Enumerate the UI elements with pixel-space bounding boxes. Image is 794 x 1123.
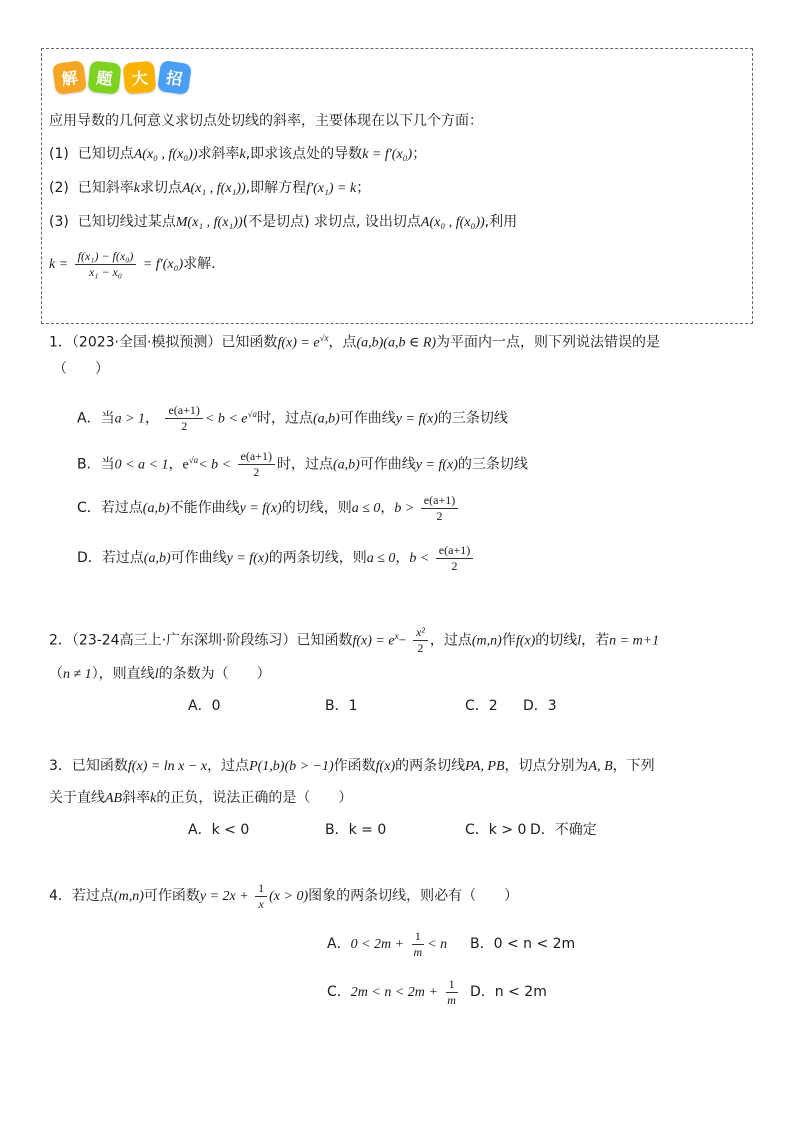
- q2-option-c[interactable]: C．2: [465, 698, 498, 714]
- fraction-denominator: 2: [181, 419, 188, 434]
- item-text: 已知切点: [77, 146, 134, 162]
- q1-text: 1．（2023·全国·模拟预测）已知函数: [49, 334, 278, 351]
- fraction-numerator: e(a+1): [421, 493, 458, 509]
- item-number: (1): [49, 146, 69, 162]
- math-expr: 0 < a < 1: [114, 457, 169, 473]
- option-text: ，: [395, 550, 410, 566]
- q1-paren: （ ）: [53, 361, 109, 377]
- option-text: 可作曲线: [170, 550, 227, 566]
- math-sup: √x: [319, 333, 329, 343]
- math-expr: y = 2x +: [199, 889, 249, 904]
- math-expr: M(x₁ , f(x₁)): [175, 215, 243, 230]
- tips-item-3: [49, 212, 517, 233]
- q2-stem: [49, 620, 659, 658]
- fraction: [238, 449, 275, 480]
- q1-option-b[interactable]: [77, 444, 528, 482]
- math-expr: f′(x₁) = k: [306, 181, 357, 196]
- fraction-denominator: 2: [417, 641, 424, 656]
- math-expr: A, B: [588, 759, 613, 774]
- q2-text: 作: [501, 632, 516, 649]
- badge-2: 题: [87, 60, 121, 94]
- fraction-numerator: 1: [255, 881, 267, 897]
- math-expr: k: [150, 791, 157, 806]
- option-text: 可作曲线: [339, 410, 396, 427]
- math-sup: √a: [247, 409, 257, 419]
- item-text: 求斜率: [197, 146, 240, 162]
- badge-4: 招: [157, 60, 192, 95]
- math-expr: f(x): [375, 759, 396, 774]
- q3-stem-line2: [49, 788, 352, 809]
- math-expr: (m,n): [113, 889, 144, 904]
- fraction: [255, 881, 267, 912]
- math-expr: PA, PB: [465, 759, 505, 774]
- math-expr: (a,b): [332, 457, 360, 473]
- q2-text: 2．（23-24高三上·广东深圳·阶段练习）已知函数: [49, 632, 353, 649]
- math-expr: y = f(x): [395, 411, 438, 427]
- option-text: 可作曲线: [359, 456, 416, 473]
- math-expr: 0 < 2m +: [350, 937, 405, 952]
- q3-text: 斜率: [122, 790, 151, 806]
- q1-text: ，点: [328, 334, 357, 351]
- fraction-denominator: m: [413, 944, 423, 959]
- option-label: C．若过点: [77, 500, 143, 516]
- math-expr: f(x) = ln x − x: [127, 759, 208, 774]
- q3-text: ，过点: [207, 758, 250, 774]
- q3-text: 的两条切线: [395, 758, 466, 774]
- fraction: [411, 929, 426, 960]
- fraction: [436, 543, 473, 574]
- option-text: ，: [145, 410, 160, 427]
- fraction: [165, 403, 202, 434]
- math-expr: < n: [427, 937, 448, 952]
- q3-text: 关于直线: [49, 790, 105, 806]
- fraction-denominator: m: [447, 992, 456, 1007]
- math-sup: √a: [188, 455, 199, 465]
- item-text: ,即解方程: [245, 180, 307, 196]
- option-label: B．当: [77, 456, 115, 473]
- q3-text: 作函数: [333, 758, 376, 774]
- fraction-denominator: x₁ − x₀: [88, 264, 123, 279]
- q4-text: 图象的两条切线，则必有（ ）: [308, 888, 519, 904]
- tips-item-1: [49, 144, 426, 165]
- q2-text: 的条数为（ ）: [158, 666, 271, 682]
- item-text: ；: [356, 180, 371, 196]
- q1-option-c[interactable]: [77, 492, 460, 525]
- math-expr: A(x₀ , f(x₀)): [420, 215, 485, 230]
- q1-text: 为平面内一点，则下列说法错误的是: [436, 334, 661, 351]
- item-text: ；: [412, 146, 427, 162]
- math-expr: a > 1: [114, 411, 146, 427]
- tips-badge-row: [54, 62, 194, 93]
- item-text: ,利用: [484, 214, 518, 230]
- math-expr: k: [133, 181, 140, 196]
- q4-option-a[interactable]: [327, 928, 447, 961]
- fraction-numerator: x²: [413, 625, 428, 641]
- option-text: 的两条切线，则: [268, 550, 367, 566]
- q3-text: ，切点分别为: [504, 758, 589, 774]
- q3-option-a[interactable]: A．k < 0: [188, 822, 250, 838]
- q2-text: 的切线: [535, 632, 578, 649]
- option-text: ，: [168, 456, 183, 473]
- fraction-denominator: 2: [253, 465, 260, 480]
- q2-option-a[interactable]: A．0: [188, 698, 221, 714]
- tips-formula: [49, 248, 216, 281]
- q4-option-d[interactable]: D．n < 2m: [470, 984, 547, 1000]
- formula-fraction: [75, 249, 137, 280]
- q1-option-d[interactable]: [77, 542, 475, 575]
- math-expr: e: [182, 457, 189, 473]
- math-expr: f(x) = e: [277, 335, 320, 351]
- q2-text: ，过点: [429, 632, 472, 649]
- q2-text: ，若: [581, 632, 610, 649]
- option-text: 时，过点: [276, 456, 333, 473]
- formula-tail: 求解.: [183, 256, 216, 272]
- item-number: (2): [49, 180, 69, 196]
- q4-option-b[interactable]: B．0 < n < 2m: [470, 936, 576, 952]
- math-expr: (m,n): [471, 633, 502, 649]
- math-expr: k = f′(x₀): [362, 147, 413, 162]
- item-number: (3): [49, 214, 69, 230]
- math-expr: A(x₀ , f(x₀)): [133, 147, 198, 162]
- option-label: C．: [327, 984, 351, 1000]
- math-expr: (a,b): [142, 501, 170, 516]
- option-label: A．当: [77, 410, 115, 427]
- q2-stem-line2: [49, 664, 271, 685]
- formula-lhs: k =: [49, 257, 69, 272]
- badge-1: 解: [52, 60, 87, 95]
- formula-rhs: = f′(x₀): [142, 257, 184, 272]
- option-label: A．: [327, 936, 351, 952]
- fraction-numerator: 1: [446, 977, 458, 993]
- q3-option-b[interactable]: B．k = 0: [325, 822, 387, 838]
- math-expr: < b < e: [204, 411, 248, 427]
- item-text: 已知切线过某点: [77, 214, 176, 230]
- fraction-numerator: e(a+1): [238, 449, 275, 465]
- tips-intro: 应用导数的几何意义求切点处切线的斜率，主要体现在以下几个方面：: [49, 113, 483, 129]
- math-expr: b >: [394, 501, 415, 516]
- math-expr: (a,b): [143, 551, 171, 566]
- math-expr: n ≠ 1: [63, 667, 92, 682]
- option-text: 的三条切线: [457, 456, 528, 473]
- option-text: 的三条切线: [437, 410, 508, 427]
- q4-text: 可作函数: [143, 888, 200, 904]
- q4-stem: [49, 880, 518, 913]
- math-expr: < b <: [198, 457, 232, 473]
- q3-option-c[interactable]: C．k > 0: [465, 822, 527, 838]
- math-expr: y = f(x): [226, 551, 269, 566]
- q2-option-b[interactable]: B．1: [325, 698, 358, 714]
- math-expr: (x > 0): [269, 889, 309, 904]
- math-expr: a ≤ 0: [351, 501, 381, 516]
- fraction-numerator: e(a+1): [436, 543, 473, 559]
- math-expr: b <: [409, 551, 430, 566]
- fraction-numerator: f(x₁) − f(x₀): [75, 249, 137, 265]
- math-expr: l: [154, 667, 159, 682]
- math-expr: a ≤ 0: [366, 551, 396, 566]
- fraction-denominator: 2: [436, 508, 443, 523]
- q3-text: 3．已知函数: [49, 758, 128, 774]
- item-text: (不是切点) 求切点, 设出切点: [242, 214, 421, 230]
- item-text: 已知斜率: [77, 180, 134, 196]
- option-text: 时，过点: [256, 410, 313, 427]
- q3-option-d[interactable]: D．不确定: [530, 822, 597, 838]
- option-text: 的切线，则: [281, 500, 352, 516]
- item-text: 求切点: [139, 180, 182, 196]
- q3-text: ，下列: [612, 758, 655, 774]
- fraction: [444, 977, 459, 1008]
- q2-text: ），则直线: [91, 666, 155, 682]
- fraction-denominator: 2: [451, 558, 458, 573]
- q2-text: （: [49, 666, 63, 682]
- q1-stem: [49, 328, 660, 354]
- q4-option-c[interactable]: [327, 976, 461, 1009]
- fraction-numerator: 1: [412, 929, 424, 945]
- math-expr: 2m < n < 2m +: [350, 985, 438, 1000]
- q3-text: 的正负，说法正确的是（ ）: [156, 790, 353, 806]
- math-expr: y = f(x): [239, 501, 282, 516]
- math-expr: A(x₁ , f(x₁)): [181, 181, 246, 196]
- badge-3: 大: [123, 61, 157, 95]
- option-text: ，: [380, 500, 395, 516]
- math-expr: P(1,b)(b > −1): [249, 759, 334, 774]
- math-expr: f(x) = e: [352, 633, 395, 649]
- fraction: [421, 493, 458, 524]
- math-expr: −: [398, 633, 407, 649]
- math-expr: AB: [105, 791, 123, 806]
- math-sup: x: [394, 631, 399, 641]
- q4-text: 4．若过点: [49, 888, 114, 904]
- fraction-denominator: x: [258, 896, 264, 911]
- fraction-numerator: e(a+1): [165, 403, 202, 419]
- item-text: ,即求该点处的导数: [245, 146, 363, 162]
- q3-stem: [49, 756, 655, 777]
- fraction: [413, 625, 428, 656]
- math-expr: (a,b): [312, 411, 340, 427]
- option-label: D．若过点: [77, 550, 144, 566]
- q1-option-a[interactable]: [77, 398, 508, 436]
- q2-option-d[interactable]: D．3: [523, 698, 557, 714]
- math-expr: k: [239, 147, 246, 162]
- math-expr: f(x): [515, 633, 536, 649]
- tips-item-2: [49, 178, 370, 199]
- math-expr: l: [577, 633, 582, 649]
- math-expr: n = m+1: [609, 633, 660, 649]
- math-expr: y = f(x): [415, 457, 458, 473]
- math-expr: (a,b)(a,b ∈ R): [356, 335, 437, 351]
- option-text: 不能作曲线: [169, 500, 240, 516]
